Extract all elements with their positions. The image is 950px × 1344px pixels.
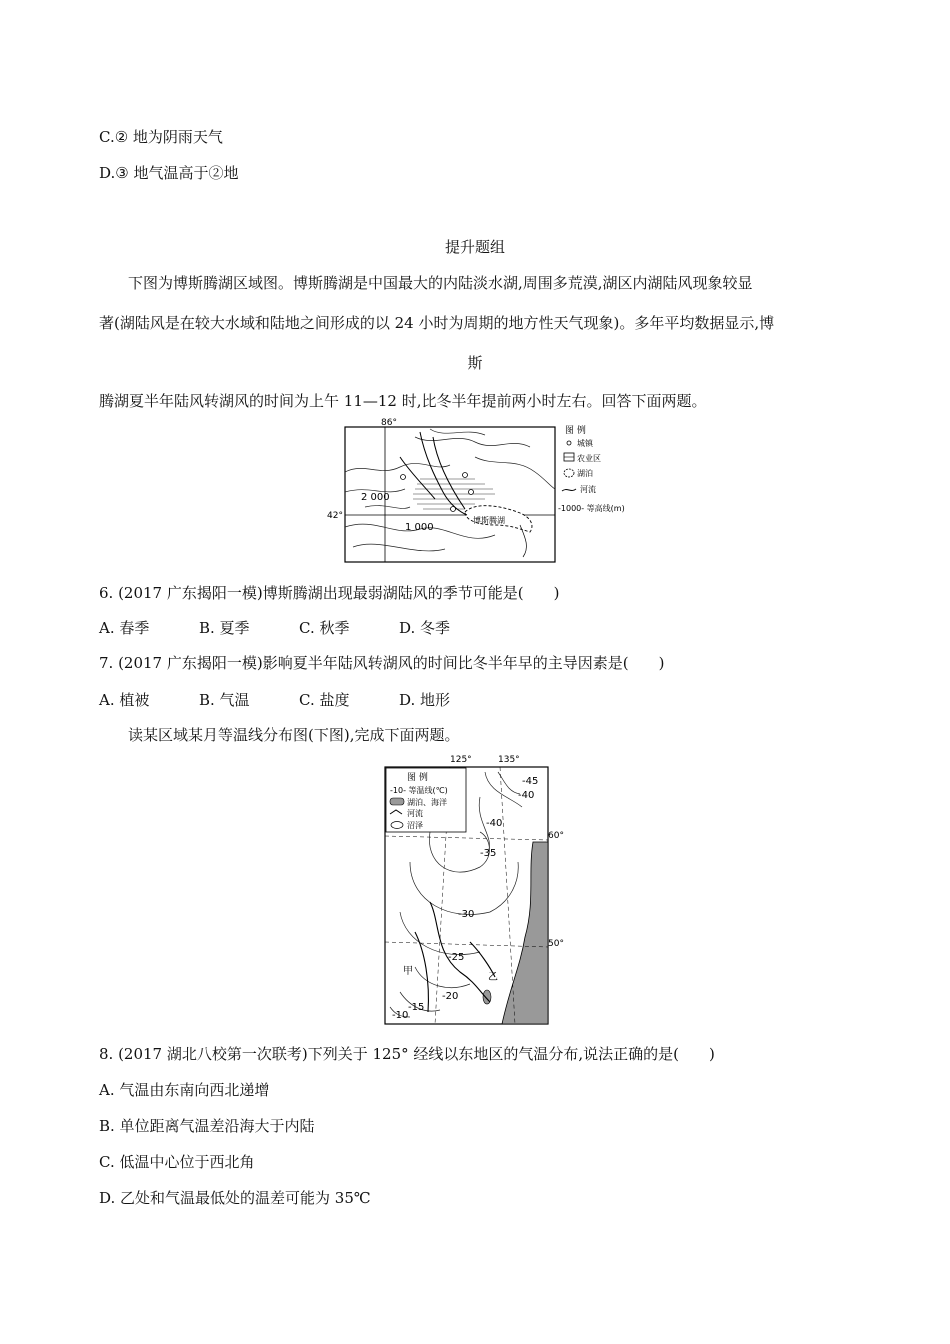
iso-label-3: -40: [486, 818, 503, 829]
lat-60-label: 60°: [548, 831, 564, 841]
lake-name-label: 博斯腾湖: [473, 516, 505, 525]
q6-option-b[interactable]: B. 夏季: [199, 619, 250, 637]
legend-farm-label: 农业区: [577, 454, 601, 463]
legend-swamp-icon: [391, 822, 403, 829]
question-6-options: [99, 617, 499, 638]
lon-86-label: 86°: [381, 418, 397, 428]
legend-swamp-label: 沼泽: [407, 821, 423, 830]
place-yi-label: 乙: [488, 972, 498, 983]
q8-option-a[interactable]: A. 气温由东南向西北递增: [99, 1081, 270, 1099]
legend-town-label: 城镇: [577, 439, 593, 448]
iso-label-7: -20: [442, 991, 459, 1002]
iso-label-1: -45: [522, 776, 539, 787]
lat-42-label: 42°: [327, 511, 343, 521]
iso-label-2: -40: [518, 790, 535, 801]
q8-option-b[interactable]: B. 单位距离气温差沿海大于内陆: [99, 1117, 315, 1135]
legend-river-icon: [562, 489, 576, 491]
lon-125-label: 125°: [450, 755, 472, 765]
q6-option-c[interactable]: C. 秋季: [299, 619, 350, 637]
legend-lake-label: 湖泊: [577, 469, 593, 478]
q6-option-d[interactable]: D. 冬季: [399, 619, 451, 637]
lon-135-label: 135°: [498, 755, 520, 765]
lat-50-label: 50°: [548, 939, 564, 949]
intro-line-2: 著(湖陆风是在较大水域和陆地之间形成的以 24 小时为周期的地方性天气现象)。多年平均数据显示,博: [99, 314, 775, 332]
legend-sea-label: 湖泊、海洋: [407, 798, 447, 807]
intro-line-3: 斯: [467, 354, 483, 372]
map2-legend-title: 图 例: [407, 773, 428, 783]
contour-2000-label: 2 000: [361, 492, 390, 503]
bosten-lake-map: [325, 417, 625, 567]
intro-line-1: 下图为博斯腾湖区域图。博斯腾湖是中国最大的内陆淡水湖,周围多荒漠,湖区内湖陆风现象较显: [128, 274, 753, 292]
intro-2: 读某区域某月等温线分布图(下图),完成下面两题。: [128, 726, 460, 744]
legend-sea-icon: [390, 798, 404, 805]
q7-option-b[interactable]: B. 气温: [199, 691, 250, 709]
q6-option-a[interactable]: A. 春季: [99, 619, 150, 637]
q7-option-a[interactable]: A. 植被: [99, 691, 150, 709]
legend-isotherm-label: -10- 等温线(℃): [390, 786, 448, 795]
question-7-stem: 7. (2017 广东揭阳一模)影响夏半年陆风转湖风的时间比冬半年早的主导因素是( ): [99, 654, 665, 672]
iso-label-8: -15: [408, 1002, 425, 1013]
isotherm-map: [370, 752, 580, 1027]
option-c-previous: C.② 地为阴雨天气: [99, 128, 223, 146]
legend-river-label-2: 河流: [407, 809, 423, 818]
iso-label-6: -25: [448, 952, 465, 963]
intro-line-4: 腾湖夏半年陆风转湖风的时间为上午 11—12 时,比冬半年提前两小时左右。回答下面两题。: [99, 392, 707, 410]
legend-town-icon: [567, 441, 571, 445]
option-d-previous: D.③ 地气温高于②地: [99, 164, 239, 182]
q7-option-c[interactable]: C. 盐度: [299, 691, 350, 709]
contour-1000-label: 1 000: [405, 522, 434, 533]
legend-contour-label: -1000- 等高线(m): [558, 504, 625, 513]
q7-option-d[interactable]: D. 地形: [399, 691, 451, 709]
legend-lake-icon: [564, 469, 574, 477]
section-title: 提升题组: [444, 238, 505, 256]
iso-label-9: -10: [392, 1010, 409, 1021]
iso-label-5: -30: [458, 909, 475, 920]
place-jia-label: 甲: [403, 966, 413, 977]
question-7-options: [99, 689, 499, 710]
q8-option-c[interactable]: C. 低温中心位于西北角: [99, 1153, 255, 1171]
map1-legend-title: 图 例: [565, 426, 586, 436]
question-6-stem: 6. (2017 广东揭阳一模)博斯腾湖出现最弱湖陆风的季节可能是( ): [99, 584, 560, 602]
iso-label-4: -35: [480, 848, 497, 859]
q8-option-d[interactable]: D. 乙处和气温最低处的温差可能为 35℃: [99, 1189, 371, 1207]
question-8-stem: 8. (2017 湖北八校第一次联考)下列关于 125° 经线以东地区的气温分布,说法正确的是( ): [99, 1045, 715, 1063]
legend-river-label: 河流: [580, 485, 596, 494]
